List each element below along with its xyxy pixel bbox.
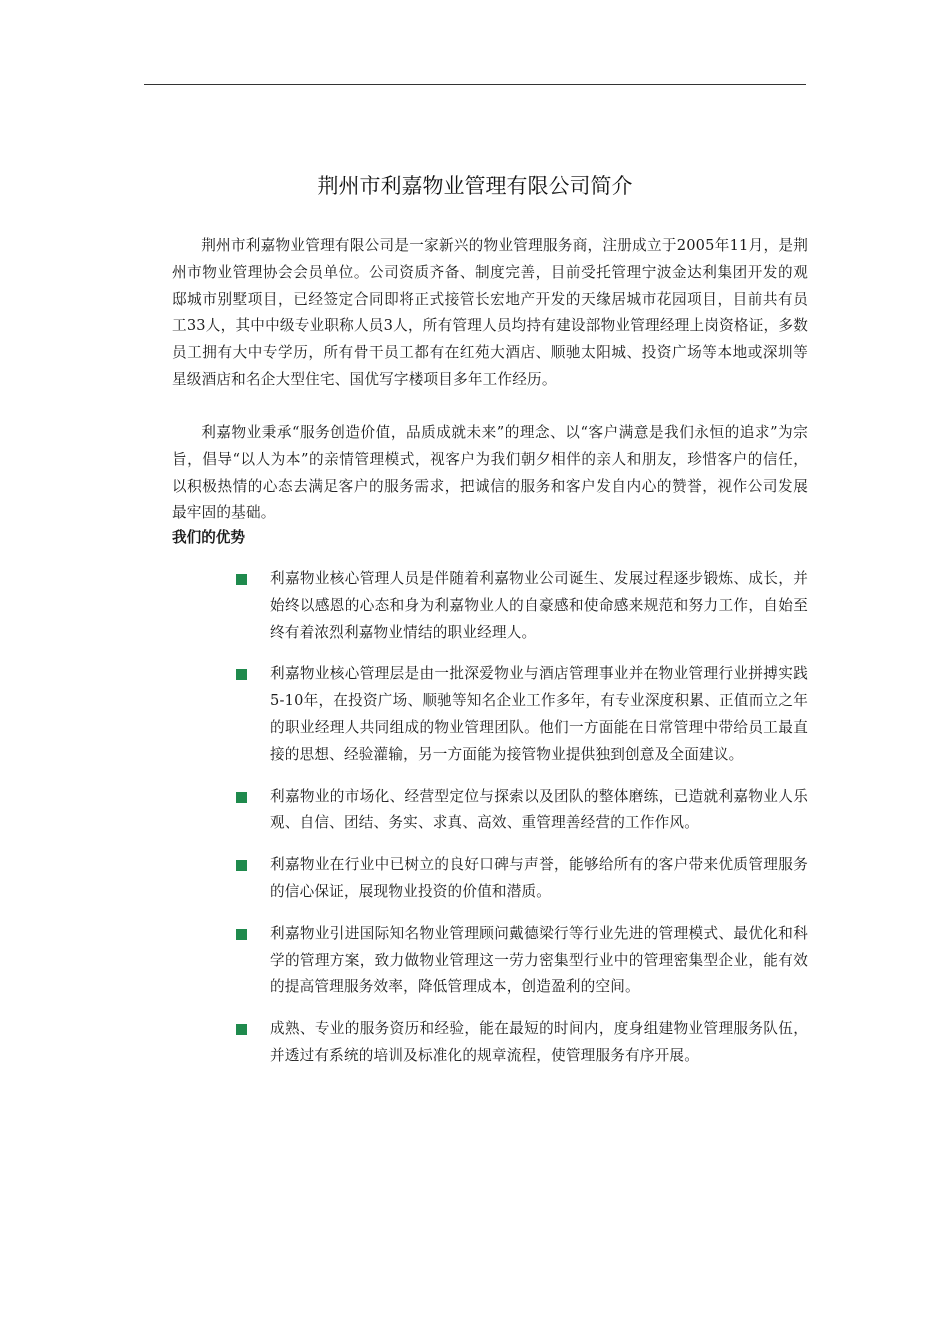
advantages-list bbox=[236, 566, 808, 1085]
advantage-text: 成熟、专业的服务资历和经验，能在最短的时间内，度身组建物业管理服务队伍，并透过有系统的培训及标准化的规章流程，使管理服务有序开展。 bbox=[270, 1020, 808, 1064]
green-square-bullet-icon bbox=[236, 929, 247, 940]
list-item bbox=[236, 661, 808, 768]
document-title: 荆州市利嘉物业管理有限公司简介 bbox=[317, 174, 633, 198]
advantage-text: 利嘉物业核心管理人员是伴随着利嘉物业公司诞生、发展过程逐步锻炼、成长，并始终以感恩的心态和身为利嘉物业人的自豪感和使命感来规范和努力工作，自始至终有着浓烈利嘉物业情结的职业经理人。 bbox=[270, 570, 808, 641]
advantage-text: 利嘉物业在行业中已树立的良好口碑与声誉，能够给所有的客户带来优质管理服务的信心保证，展现物业投资的价值和潜质。 bbox=[270, 856, 808, 900]
green-square-bullet-icon bbox=[236, 860, 247, 871]
section-heading-advantages: 我们的优势 bbox=[172, 529, 245, 546]
advantage-text: 利嘉物业引进国际知名物业管理顾问戴德梁行等行业先进的管理模式、最优化和科学的管理方案，致力做物业管理这一劳力密集型行业中的管理密集型企业，能有效的提高管理服务效率，降低管理成本，创造盈利的空间。 bbox=[270, 924, 808, 996]
advantage-text: 利嘉物业的市场化、经营型定位与探索以及团队的整体磨练，已造就利嘉物业人乐观、自信、团结、务实、求真、高效、重管理善经营的工作作风。 bbox=[270, 787, 808, 832]
intro-paragraph: 荆州市利嘉物业管理有限公司是一家新兴的物业管理服务商，注册成立于2005年11月，是荆州市物业管理协会会员单位。公司资质齐备、制度完善，目前受托管理宁波金达利集团开发的观邸城市别墅项目，已经签定合同即将正式接管长宏地产开发的天缘居城市花园项目，目前共有员工33人，其中中级专业职称人员3人，所有管理人员均持有建设部物业管理经理上岗资格证，多数员工拥有大中专学历，所有骨干员工都有在红苑大酒店、顺驰太阳城、投资广场等本地或深圳等星级酒店和名企大型住宅、国优写字楼项目多年工作经历。 bbox=[172, 237, 808, 388]
header-rule bbox=[144, 84, 806, 85]
green-square-bullet-icon bbox=[236, 1024, 247, 1035]
list-item bbox=[236, 921, 808, 1001]
list-item bbox=[236, 852, 808, 906]
green-square-bullet-icon bbox=[236, 574, 247, 585]
green-square-bullet-icon bbox=[236, 669, 247, 680]
list-item bbox=[236, 1016, 808, 1070]
list-item bbox=[236, 784, 808, 838]
green-square-bullet-icon bbox=[236, 792, 247, 803]
philosophy-paragraph: 利嘉物业秉承“服务创造价值，品质成就未来”的理念、以“客户满意是我们永恒的追求”为宗旨，倡导“以人为本”的亲情管理模式，视客户为我们朝夕相伴的亲人和朋友，珍惜客户的信任，以积极热情的心态去满足客户的服务需求，把诚信的服务和客户发自内心的赞誉，视作公司发展最牢固的基础。 bbox=[172, 424, 808, 522]
list-item bbox=[236, 566, 808, 646]
advantage-text: 利嘉物业核心管理层是由一批深爱物业与酒店管理事业并在物业管理行业拼搏实践5-10年，在投资广场、顺驰等知名企业工作多年，有专业深度积累、正值而立之年的职业经理人共同组成的物业管理团队。他们一方面能在日常管理中带给员工最直接的思想、经验灌输，另一方面能为接管物业提供独到创意及全面建议。 bbox=[270, 665, 808, 763]
